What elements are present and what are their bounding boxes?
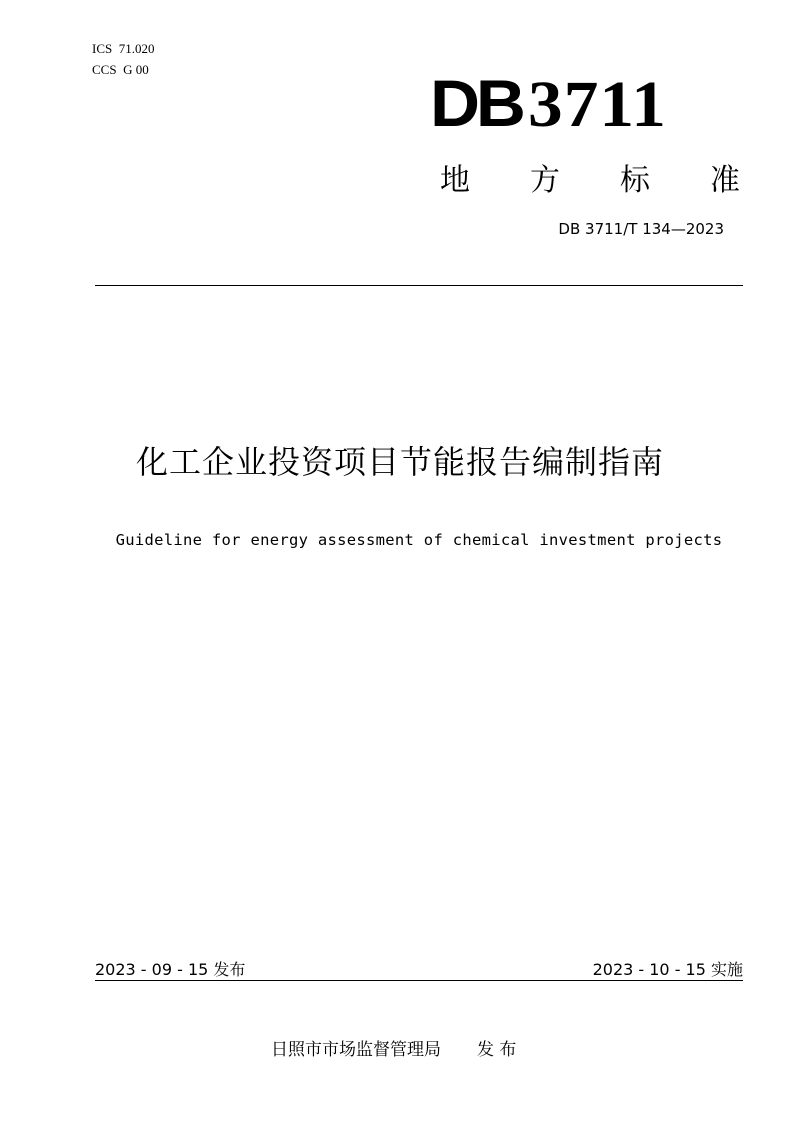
standard-kind-char: 准 bbox=[710, 163, 740, 198]
ics-code: ICS 71.020 bbox=[92, 41, 155, 56]
issuer-name: 日照市市场监督管理局 bbox=[271, 1040, 441, 1060]
top-divider bbox=[95, 285, 743, 286]
issue-date: 2023 - 09 - 15 发布 bbox=[95, 960, 246, 979]
document-english-title: Guideline for energy assessment of chemical investment projects bbox=[115, 531, 723, 549]
db-prefix: DB bbox=[430, 66, 522, 140]
bottom-divider bbox=[95, 980, 743, 981]
standard-kind bbox=[440, 155, 740, 199]
implementation-date: 2023 - 10 - 15 实施 bbox=[592, 960, 743, 979]
db-region-code: 3711 bbox=[527, 68, 667, 141]
standard-kind-char: 方 bbox=[530, 163, 560, 198]
standard-number: DB 3711/T 134—2023 bbox=[558, 220, 724, 238]
issuing-authority bbox=[271, 1035, 516, 1060]
document-title: 化工企业投资项目节能报告编制指南 bbox=[135, 443, 664, 481]
db-standard-mark bbox=[430, 66, 667, 141]
ccs-code: CCS G 00 bbox=[92, 62, 149, 77]
classification-codes bbox=[92, 38, 154, 80]
issuer-action: 发 布 bbox=[477, 1040, 517, 1060]
standard-kind-char: 地 bbox=[440, 163, 470, 198]
standard-kind-char: 标 bbox=[620, 163, 650, 198]
